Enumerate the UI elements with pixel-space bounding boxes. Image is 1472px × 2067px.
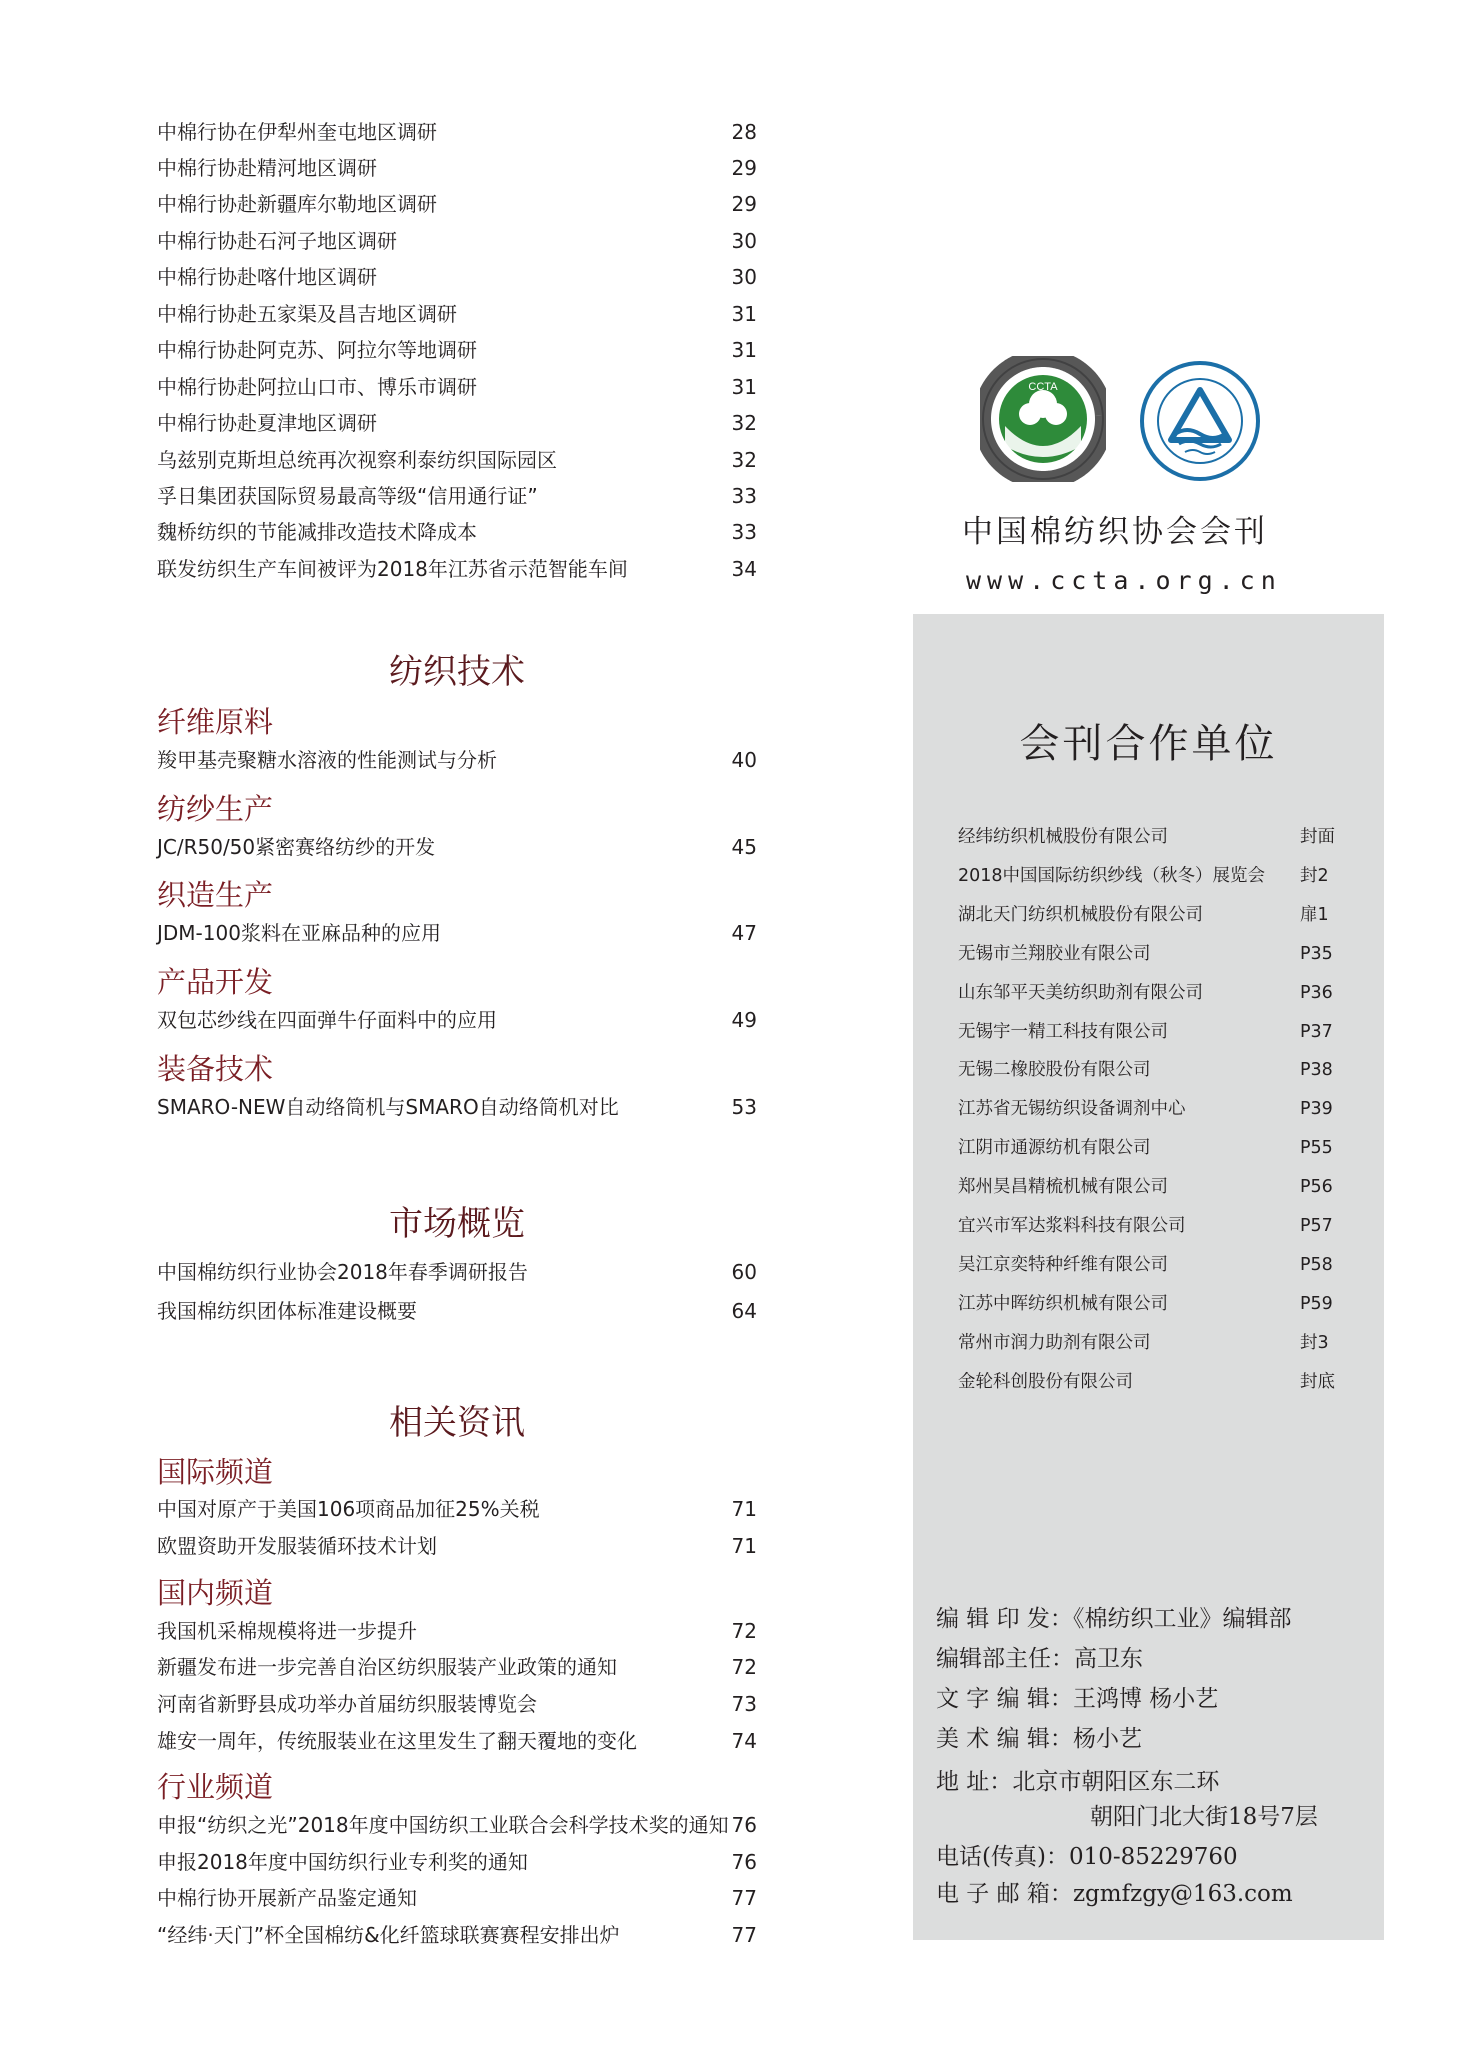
toc-item-title: 欧盟资助开发服装循环技术计划 [157,1534,437,1558]
partner-name: 江苏中晖纺织机械有限公司 [958,1294,1168,1314]
toc-item-title: 羧甲基壳聚糖水溶液的性能测试与分析 [157,748,497,772]
toc-item-page: 29 [731,192,757,216]
toc-item-page: 33 [731,520,757,544]
toc-item-title: JDM-100浆料在亚麻品种的应用 [157,921,441,945]
toc-item-page: 31 [731,338,757,362]
partner-name: 无锡二橡胶股份有限公司 [958,1060,1151,1080]
editorial-value: 王鸿博 杨小艺 [1072,1686,1219,1712]
partner-name: 江阴市通源纺机有限公司 [958,1138,1151,1158]
toc-item-page: 71 [731,1497,757,1521]
partner-name: 无锡宇一精工科技有限公司 [958,1022,1168,1042]
toc-item-title: 魏桥纺织的节能减排改造技术降成本 [157,520,477,544]
toc-item-page: 73 [731,1692,757,1716]
toc-item-page: 31 [731,375,757,399]
editorial-line [936,1640,1143,1673]
toc-item-title: 孚日集团获国际贸易最高等级“信用通行证” [157,484,538,508]
partner-item[interactable] [958,939,1340,969]
toc-item-title: 联发纺织生产车间被评为2018年江苏省示范智能车间 [157,557,628,581]
editorial-value: 朝阳门北大街18号7层 [1090,1804,1318,1830]
toc-item-title: 中国对原产于美国106项商品加征25%关税 [157,1497,540,1521]
section-title-market: 市场概览 [389,1204,525,1244]
toc-item[interactable] [157,1811,757,1839]
editorial-line [936,1763,1219,1796]
partner-item[interactable] [958,1133,1340,1163]
toc-item-page: 53 [731,1095,757,1119]
toc-item-page: 32 [731,448,757,472]
partner-item[interactable] [958,1017,1340,1047]
toc-item-title: 我国机采棉规模将进一步提升 [157,1619,417,1643]
toc-item-page: 47 [731,921,757,945]
partner-page: P55 [1300,1138,1333,1158]
toc-item-title: 双包芯纱线在四面弹牛仔面料中的应用 [157,1008,497,1032]
toc-item[interactable] [157,518,757,546]
journal-url[interactable]: www.ccta.org.cn [966,566,1282,595]
editorial-label: 电 子 邮 箱： [936,1881,1073,1907]
section-title-news: 相关资讯 [389,1403,525,1443]
section-title-tech: 纺织技术 [389,652,525,692]
toc-item-page: 34 [731,557,757,581]
editorial-label: 地 址： [936,1769,1013,1795]
toc-item-title: JC/R50/50紧密赛络纺纱的开发 [157,835,436,859]
toc-item-title: 新疆发布进一步完善自治区纺织服装产业政策的通知 [157,1655,617,1679]
editorial-line [936,1875,1293,1908]
toc-item[interactable] [157,373,757,401]
toc-item-page: 40 [731,748,757,772]
subsection-title: 装备技术 [157,1052,274,1086]
toc-item[interactable] [157,1690,757,1718]
toc-item[interactable] [157,1093,757,1121]
toc-item[interactable] [157,1006,757,1034]
editorial-value: 杨小艺 [1072,1726,1142,1752]
toc-item-page: 30 [731,229,757,253]
partner-page: 封面 [1300,827,1335,847]
toc-item[interactable] [157,263,757,291]
toc-item-title: 中棉行协赴石河子地区调研 [157,229,397,253]
partner-page: 封2 [1300,866,1329,886]
toc-item[interactable] [157,1258,757,1286]
toc-item[interactable] [157,555,757,583]
toc-item[interactable] [157,300,757,328]
editorial-label: 美 术 编 辑： [936,1726,1073,1752]
toc-item-page: 32 [731,411,757,435]
jiangnan-logo [1139,360,1261,482]
toc-item-page: 29 [731,156,757,180]
toc-item-page: 77 [731,1923,757,1947]
partner-page: P57 [1300,1216,1333,1236]
toc-item-page: 74 [731,1729,757,1753]
toc-item-title: 中棉行协赴阿拉山口市、博乐市调研 [157,375,477,399]
partner-name: 2018中国国际纺织纱线（秋冬）展览会 [958,866,1266,886]
toc-item[interactable] [157,1495,757,1523]
partner-item[interactable] [958,1328,1340,1358]
editorial-value: 北京市朝阳区东二环 [1012,1769,1220,1795]
toc-item-title: 乌兹别克斯坦总统再次视察利泰纺织国际园区 [157,448,557,472]
editorial-value[interactable]: zgmfzgy@163.com [1072,1881,1293,1907]
toc-item[interactable] [157,746,757,774]
partner-page: 扉1 [1300,905,1329,925]
partner-name: 常州市润力助剂有限公司 [958,1333,1151,1353]
editorial-line [936,1838,1238,1871]
journal-name: 中国棉纺织协会会刊 [962,514,1268,550]
toc-item[interactable] [157,336,757,364]
editorial-value: 《棉纺织工业》编辑部 [1072,1606,1292,1632]
subsection-title: 纺纱生产 [157,792,274,826]
toc-item[interactable] [157,118,757,146]
partner-item[interactable] [958,1055,1340,1085]
partner-name: 山东邹平天美纺织助剂有限公司 [958,983,1203,1003]
editorial-label: 编 辑 印 发： [936,1606,1073,1632]
toc-item-title: 中国棉纺织行业协会2018年春季调研报告 [157,1260,528,1284]
editorial-line [936,1600,1291,1633]
partner-name: 吴江京奕特种纤维有限公司 [958,1255,1168,1275]
editorial-line [936,1720,1142,1753]
toc-item[interactable] [157,1727,757,1755]
partner-page: P56 [1300,1177,1333,1197]
toc-item-title: 中棉行协赴夏津地区调研 [157,411,377,435]
toc-item[interactable] [157,482,757,510]
editorial-label: 文 字 编 辑： [936,1686,1073,1712]
toc-item-page: 64 [731,1299,757,1323]
partner-page: P39 [1300,1099,1333,1119]
partner-page: P38 [1300,1060,1333,1080]
partner-page: P37 [1300,1022,1333,1042]
toc-item[interactable] [157,190,757,218]
toc-item-page: 49 [731,1008,757,1032]
toc-item-title: 申报2018年度中国纺织行业专利奖的通知 [157,1850,528,1874]
partner-item[interactable] [958,900,1340,930]
partner-page: 封底 [1300,1372,1335,1392]
partner-name: 宜兴市军达浆料科技有限公司 [958,1216,1186,1236]
editorial-label: 编辑部主任： [936,1646,1074,1672]
toc-item-page: 60 [731,1260,757,1284]
subsection-title: 织造生产 [157,878,274,912]
toc-item[interactable] [157,1848,757,1876]
ccta-logo [980,356,1106,482]
toc-item-title: 中棉行协开展新产品鉴定通知 [157,1886,417,1910]
partner-page: P36 [1300,983,1333,1003]
toc-item-title: 中棉行协赴新疆库尔勒地区调研 [157,192,437,216]
subsection-title: 国际频道 [157,1455,274,1489]
partner-item[interactable] [958,1289,1340,1319]
toc-item-title: 中棉行协赴五家渠及昌吉地区调研 [157,302,457,326]
partner-title: 会刊合作单位 [1019,721,1278,767]
subsection-title: 国内频道 [157,1576,274,1610]
toc-item[interactable] [157,1653,757,1681]
editorial-line [936,1680,1218,1713]
subsection-title: 产品开发 [157,965,274,999]
toc-item-title: 中棉行协赴精河地区调研 [157,156,377,180]
toc-item-title: SMARO-NEW自动络筒机与SMARO自动络筒机对比 [157,1095,619,1119]
toc-item-page: 45 [731,835,757,859]
partner-name: 经纬纺织机械股份有限公司 [958,827,1168,847]
editorial-line [1090,1798,1318,1831]
partner-item[interactable] [958,1172,1340,1202]
toc-item-page: 76 [731,1850,757,1874]
toc-item[interactable] [157,154,757,182]
partner-page: P59 [1300,1294,1333,1314]
partner-item[interactable] [958,1094,1340,1124]
partner-item[interactable] [958,1250,1340,1280]
toc-item[interactable] [157,1921,757,1949]
toc-item-title: 中棉行协赴阿克苏、阿拉尔等地调研 [157,338,477,362]
partner-name: 金轮科创股份有限公司 [958,1372,1133,1392]
toc-item-title: 申报“纺织之光”2018年度中国纺织工业联合会科学技术奖的通知 [157,1813,729,1837]
toc-item[interactable] [157,446,757,474]
toc-item-title: 我国棉纺织团体标准建设概要 [157,1299,417,1323]
editorial-value: 高卫东 [1074,1646,1143,1672]
partner-item[interactable] [958,1367,1340,1397]
toc-item-title: “经纬·天门”杯全国棉纺&化纤篮球联赛赛程安排出炉 [157,1923,620,1947]
toc-item-title: 河南省新野县成功举办首届纺织服装博览会 [157,1692,537,1716]
toc-item-title: 雄安一周年，传统服装业在这里发生了翻天覆地的变化 [157,1729,637,1753]
toc-item[interactable] [157,919,757,947]
toc-item-page: 72 [731,1655,757,1679]
partner-page: P58 [1300,1255,1333,1275]
toc-item[interactable] [157,1617,757,1645]
toc-item-page: 71 [731,1534,757,1558]
partner-name: 郑州昊昌精梳机械有限公司 [958,1177,1168,1197]
partner-item[interactable] [958,1211,1340,1241]
toc-item-page: 76 [731,1813,757,1837]
toc-item-page: 30 [731,265,757,289]
toc-item[interactable] [157,1884,757,1912]
subsection-title: 纤维原料 [157,705,274,739]
toc-item-page: 28 [731,120,757,144]
partner-page: 封3 [1300,1333,1329,1353]
partner-name: 无锡市兰翔胶业有限公司 [958,944,1151,964]
toc-item-page: 77 [731,1886,757,1910]
toc-item[interactable] [157,833,757,861]
toc-item[interactable] [157,227,757,255]
toc-item-page: 72 [731,1619,757,1643]
partner-name: 江苏省无锡纺织设备调剂中心 [958,1099,1186,1119]
editorial-value: 010-85229760 [1068,1844,1238,1870]
ccta-logo-text: CCTA [1028,381,1058,393]
toc-item[interactable] [157,409,757,437]
partner-name: 湖北天门纺织机械股份有限公司 [958,905,1203,925]
partner-item[interactable] [958,822,1340,852]
partner-item[interactable] [958,861,1340,891]
toc-item-page: 31 [731,302,757,326]
toc-item-title: 中棉行协赴喀什地区调研 [157,265,377,289]
toc-item[interactable] [157,1297,757,1325]
toc-item[interactable] [157,1532,757,1560]
editorial-label: 电话(传真)： [936,1844,1069,1870]
toc-item-title: 中棉行协在伊犁州奎屯地区调研 [157,120,437,144]
partner-item[interactable] [958,978,1340,1008]
subsection-title: 行业频道 [157,1770,274,1804]
toc-item-page: 33 [731,484,757,508]
partner-page: P35 [1300,944,1333,964]
